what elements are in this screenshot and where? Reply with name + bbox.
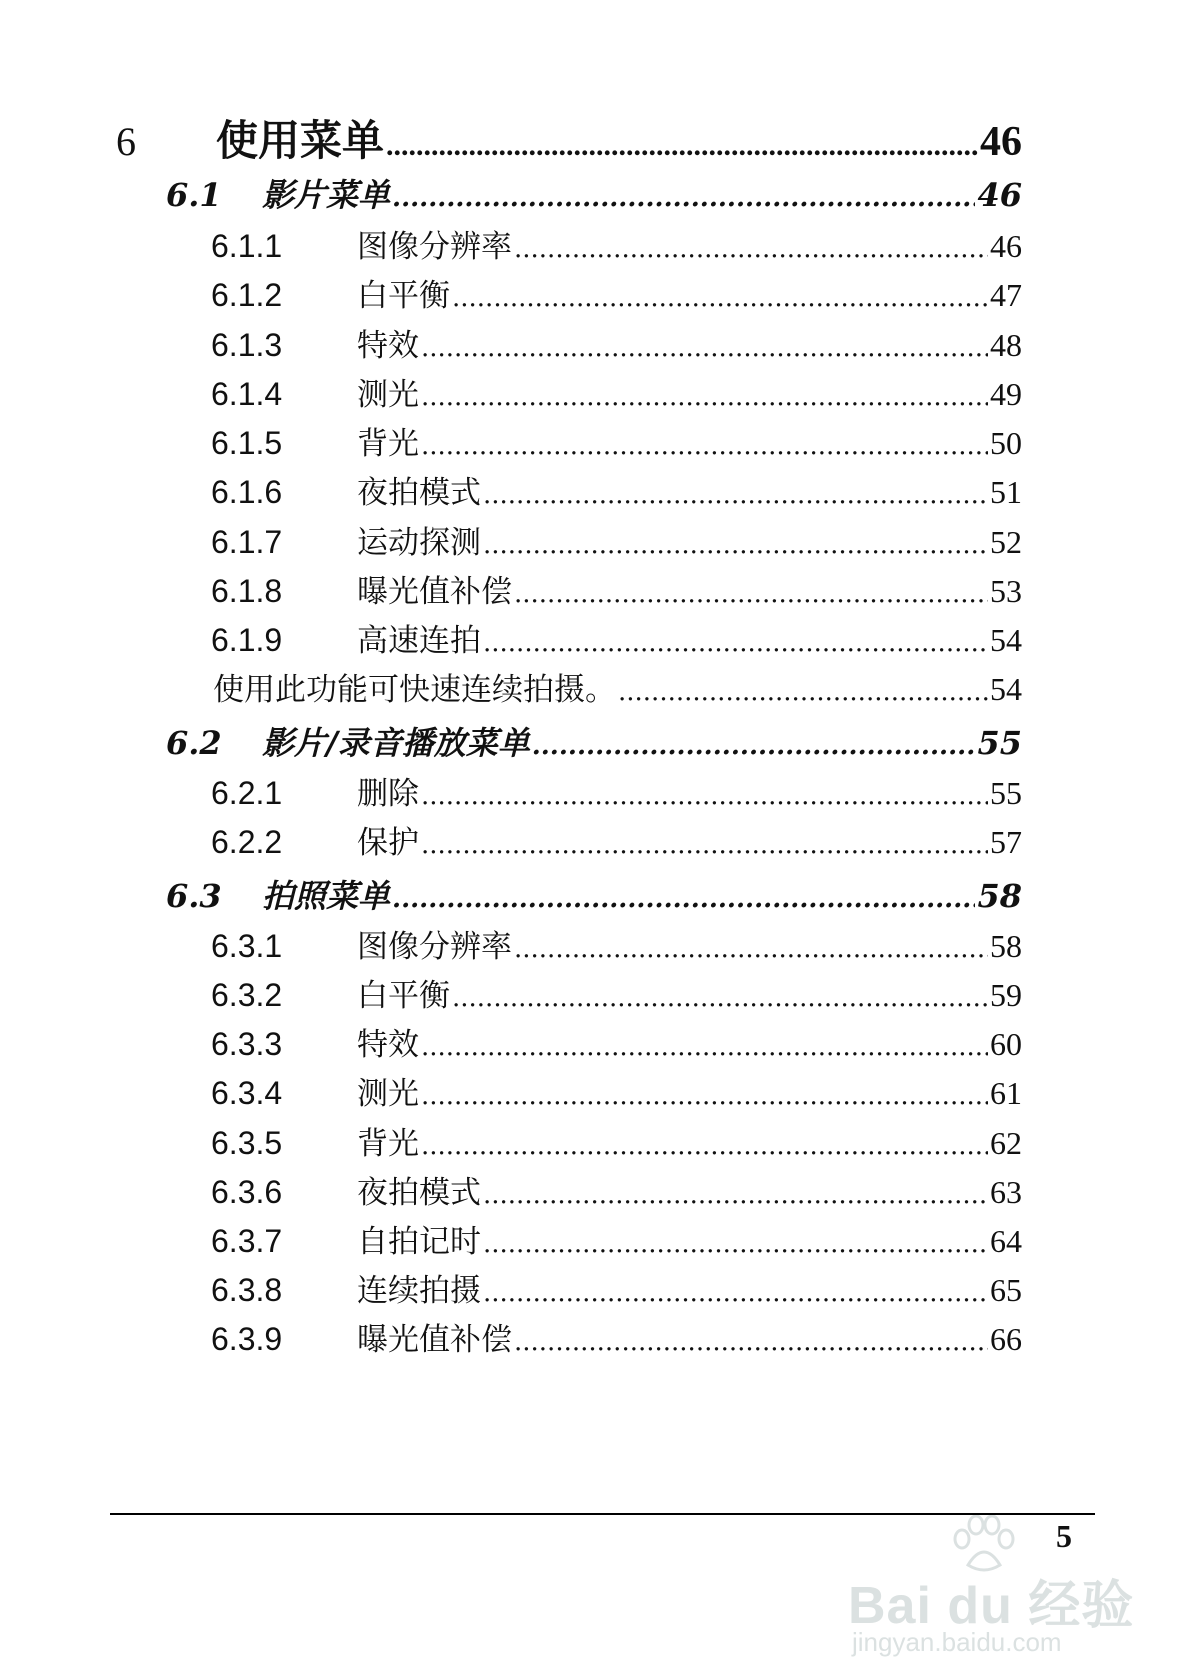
toc-entry-number: 6.1.9 bbox=[211, 622, 283, 658]
toc-entry-number: 6.1.7 bbox=[211, 524, 283, 560]
dot-leader bbox=[514, 579, 988, 609]
toc-chapter-entry[interactable] bbox=[116, 108, 1022, 168]
toc-subsection-entry[interactable] bbox=[211, 970, 1022, 1015]
dot-leader bbox=[483, 1278, 988, 1308]
dot-leader bbox=[483, 1180, 988, 1210]
toc-entry-number: 6.1.3 bbox=[211, 327, 283, 363]
toc-entry-title: 特效 bbox=[357, 328, 419, 364]
toc-entry-title: 背光 bbox=[357, 426, 419, 462]
toc-entry-title: 夜拍模式 bbox=[357, 1175, 481, 1211]
dot-leader bbox=[618, 677, 988, 707]
dot-leader bbox=[392, 884, 975, 914]
toc-entry-title: 白平衡 bbox=[357, 978, 450, 1014]
page-number: 5 bbox=[1056, 1518, 1072, 1554]
toc-subsection-entry[interactable] bbox=[211, 221, 1022, 266]
toc-subsection-entry[interactable] bbox=[211, 1019, 1022, 1064]
toc-entry-page: 59 bbox=[990, 977, 1022, 1013]
toc-entry-page: 49 bbox=[990, 376, 1022, 412]
toc-entry-title: 保护 bbox=[357, 825, 419, 861]
toc-entry-page: 55 bbox=[977, 724, 1022, 762]
toc-entry-title: 曝光值补偿 bbox=[357, 1322, 512, 1358]
toc-entry-page: 52 bbox=[990, 524, 1022, 560]
toc-entry-page: 54 bbox=[990, 671, 1022, 707]
toc-entry-title: 背光 bbox=[357, 1126, 419, 1162]
toc-entry-number: 6.3.3 bbox=[211, 1026, 283, 1062]
toc-subsection-entry[interactable] bbox=[211, 1167, 1022, 1212]
toc-entry-page: 64 bbox=[990, 1223, 1022, 1259]
toc-entry-page: 55 bbox=[990, 775, 1022, 811]
toc-entry-page: 66 bbox=[990, 1321, 1022, 1357]
toc-entry-number: 6.3 bbox=[166, 877, 222, 915]
toc-entry-page: 63 bbox=[990, 1174, 1022, 1210]
toc-entry-number: 6.1.8 bbox=[211, 573, 283, 609]
toc-section-entry[interactable] bbox=[166, 718, 1022, 764]
watermark-brand: Bai du 经验 bbox=[848, 1577, 1135, 1635]
toc-entry-number: 6 bbox=[116, 119, 136, 164]
dot-leader bbox=[421, 1032, 988, 1062]
toc-entry-title: 测光 bbox=[357, 377, 419, 413]
toc-subsection-entry[interactable] bbox=[211, 566, 1022, 611]
toc-subsection-entry[interactable] bbox=[211, 320, 1022, 365]
toc-entry-page: 46 bbox=[977, 176, 1022, 214]
dot-leader bbox=[483, 530, 988, 560]
toc-entry-title: 夜拍模式 bbox=[357, 475, 481, 511]
dot-leader bbox=[421, 333, 988, 363]
dot-leader bbox=[421, 431, 988, 461]
dot-leader bbox=[421, 830, 988, 860]
toc-section-entry[interactable] bbox=[166, 170, 1022, 216]
toc-entry-number: 6.1 bbox=[166, 176, 222, 214]
toc-subsection-entry[interactable] bbox=[211, 1265, 1022, 1310]
dot-leader bbox=[532, 731, 976, 761]
toc-subsection-entry[interactable] bbox=[211, 615, 1022, 660]
toc-entry-title: 特效 bbox=[357, 1027, 419, 1063]
toc-entry-page: 54 bbox=[990, 622, 1022, 658]
toc-entry-number: 6.3.6 bbox=[211, 1174, 283, 1210]
toc-entry-number: 6.3.5 bbox=[211, 1125, 283, 1161]
toc-entry-page: 46 bbox=[980, 119, 1022, 165]
toc-section-entry[interactable] bbox=[166, 871, 1022, 917]
toc-entry-page: 58 bbox=[990, 928, 1022, 964]
toc-entry-number: 6.1.4 bbox=[211, 376, 283, 412]
toc-subsection-entry[interactable] bbox=[211, 1068, 1022, 1113]
toc-subsection-entry[interactable] bbox=[211, 1216, 1022, 1261]
toc-entry-page: 62 bbox=[990, 1125, 1022, 1161]
dot-leader bbox=[386, 129, 978, 163]
toc-entry-title: 使用此功能可快速连续拍摄。 bbox=[213, 672, 616, 708]
toc-subsection-entry[interactable] bbox=[211, 418, 1022, 463]
toc-subsection-entry[interactable] bbox=[211, 1314, 1022, 1359]
toc-entry-title: 图像分辨率 bbox=[357, 929, 512, 965]
toc-entry-page: 61 bbox=[990, 1075, 1022, 1111]
dot-leader bbox=[514, 934, 988, 964]
toc-entry-page: 51 bbox=[990, 474, 1022, 510]
toc-entry-number: 6.2 bbox=[166, 724, 222, 762]
toc-subsection-entry[interactable] bbox=[211, 369, 1022, 414]
toc-entry-title: 图像分辨率 bbox=[357, 229, 512, 265]
toc-entry-number: 6.3.1 bbox=[211, 928, 283, 964]
dot-leader bbox=[452, 983, 988, 1013]
toc-entry-title: 影片/录音播放菜单 bbox=[262, 724, 530, 762]
toc-subsection-entry[interactable] bbox=[211, 270, 1022, 315]
toc-entry-title: 高速连拍 bbox=[357, 623, 481, 659]
toc-subsection-entry[interactable] bbox=[211, 517, 1022, 562]
toc-subsection-entry[interactable] bbox=[211, 1118, 1022, 1163]
watermark-url: jingyan.baidu.com bbox=[852, 1627, 1062, 1657]
dot-leader bbox=[483, 1229, 988, 1259]
baidu-watermark bbox=[848, 1515, 1148, 1655]
toc-entry-page: 60 bbox=[990, 1026, 1022, 1062]
toc-entry-number: 6.3.4 bbox=[211, 1075, 283, 1111]
toc-entry-page: 65 bbox=[990, 1272, 1022, 1308]
dot-leader bbox=[421, 781, 988, 811]
toc-subsection-entry[interactable] bbox=[211, 921, 1022, 966]
toc-entry-title: 测光 bbox=[357, 1076, 419, 1112]
toc-entry-page: 53 bbox=[990, 573, 1022, 609]
toc-entry-title: 连续拍摄 bbox=[357, 1273, 481, 1309]
toc-entry-number: 6.3.7 bbox=[211, 1223, 283, 1259]
toc-entry-page: 58 bbox=[977, 877, 1022, 915]
toc-entry-title: 影片菜单 bbox=[262, 176, 391, 214]
toc-entry-title: 删除 bbox=[357, 776, 419, 812]
toc-entry-title: 自拍记时 bbox=[357, 1224, 481, 1260]
toc-subsection-entry[interactable] bbox=[211, 817, 1022, 862]
toc-entry-title: 使用菜单 bbox=[216, 119, 385, 165]
dot-leader bbox=[452, 283, 988, 313]
toc-entry-number: 6.1.1 bbox=[211, 228, 283, 264]
dot-leader bbox=[421, 382, 988, 412]
toc-entry-page: 48 bbox=[990, 327, 1022, 363]
toc-subsection-entry[interactable] bbox=[211, 467, 1022, 512]
toc-entry-title: 曝光值补偿 bbox=[357, 574, 512, 610]
dot-leader bbox=[483, 628, 988, 658]
toc-entry-title: 拍照菜单 bbox=[262, 877, 391, 915]
toc-entry-number: 6.1.5 bbox=[211, 425, 283, 461]
toc-entry-number: 6.2.2 bbox=[211, 824, 283, 860]
toc-entry-page: 46 bbox=[990, 228, 1022, 264]
dot-leader bbox=[392, 183, 975, 213]
toc-entry-number: 6.1.6 bbox=[211, 474, 283, 510]
toc-subsection-entry[interactable] bbox=[211, 768, 1022, 813]
toc-entry-number: 6.3.2 bbox=[211, 977, 283, 1013]
toc-entry-page: 57 bbox=[990, 824, 1022, 860]
toc-entry-title: 白平衡 bbox=[357, 278, 450, 314]
dot-leader bbox=[514, 1327, 988, 1357]
toc-entry-page: 50 bbox=[990, 425, 1022, 461]
toc-entry-number: 6.1.2 bbox=[211, 277, 283, 313]
toc-entry-page: 47 bbox=[990, 277, 1022, 313]
toc-entry-title: 运动探测 bbox=[357, 525, 481, 561]
toc-entry-number: 6.3.9 bbox=[211, 1321, 283, 1357]
toc-entry-number: 6.3.8 bbox=[211, 1272, 283, 1308]
dot-leader bbox=[483, 480, 988, 510]
dot-leader bbox=[421, 1131, 988, 1161]
toc-entry-number: 6.2.1 bbox=[211, 775, 283, 811]
toc-text-entry[interactable] bbox=[213, 664, 1022, 709]
dot-leader bbox=[514, 234, 988, 264]
dot-leader bbox=[421, 1081, 988, 1111]
